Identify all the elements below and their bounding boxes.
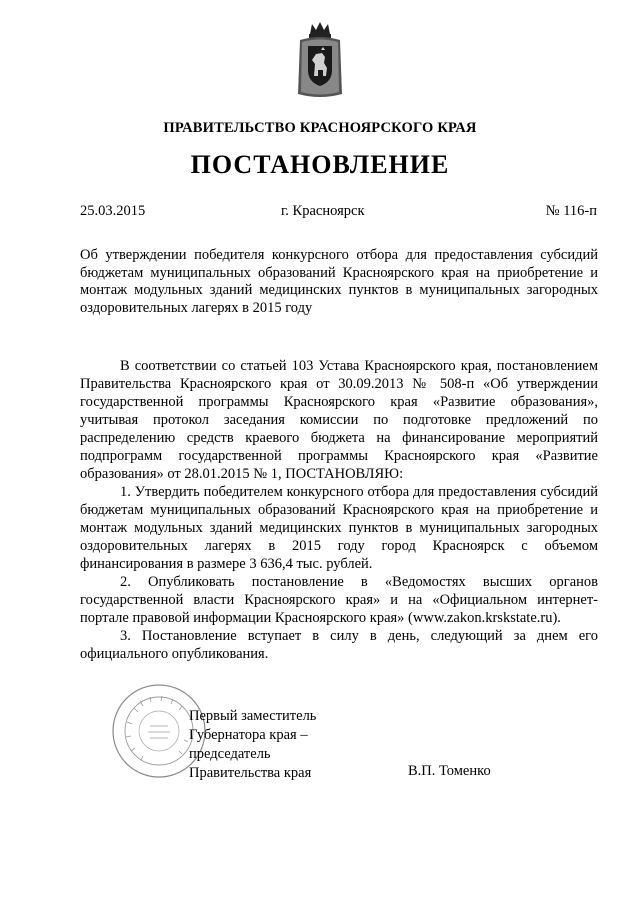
body-preamble: В соответствии со статьей 103 Устава Красноярского края, постановлением Правительства Красноярского края от 30.09.2013 № 508-п «Об утверждении государственной программы Красноярского края «Развитие образования», учитывая протокол заседания комиссии по подготовке предложений по распределению средств краевого бюджета на финансирование мероприятий подпрограмм государственной программы Красноярского края «Развитие образования» от 28.01.2015 № 1, ПОСТАНОВЛЯЮ:	[80, 358, 598, 482]
body-item-1: 1. Утвердить победителем конкурсного отбора для предоставления субсидий бюджетам муниципальных образований Красноярского края на приобретение и монтаж модульных зданий медицинских пунктов в муниципальных загородных оздоровительных лагерях в 2015 году город Красноярск с объемом финансирования в размере 3 636,4 тыс. рублей.	[80, 484, 598, 572]
signatory-title-line: Губернатора края –	[189, 727, 308, 743]
body-item-3: 3. Постановление вступает в силу в день, следующий за днем его официального опубликования.	[80, 628, 598, 662]
signatory-title-line: Правительства края	[189, 765, 312, 781]
document-subject: Об утверждении победителя конкурсного отбора для предоставления субсидий бюджетам муниципальных образований Красноярского края на приобретение и монтаж модульных зданий медицинских пунктов в муниципальных загородных оздоровительных лагерях в 2015 году	[80, 247, 598, 316]
document-number: № 116-п	[545, 203, 597, 219]
document-date: 25.03.2015	[80, 203, 146, 219]
body-item-2: 2. Опубликовать постановление в «Ведомостях высших органов государственной власти Красноярского края» и на «Официальном интернет-портале правовой информации Красноярского края» (www.zakon.krskstate.ru).	[80, 574, 598, 626]
document-body	[80, 357, 598, 663]
organization-name: ПРАВИТЕЛЬСТВО КРАСНОЯРСКОГО КРАЯ	[163, 120, 477, 136]
coat-of-arms-icon	[296, 20, 344, 100]
signatory-title-line: Первый заместитель	[189, 708, 317, 724]
signatory-title	[189, 707, 316, 783]
document-city: г. Красноярск	[281, 203, 365, 219]
signatory-name: В.П. Томенко	[408, 763, 491, 779]
document-type: ПОСТАНОВЛЕНИЕ	[190, 150, 450, 179]
signatory-title-line: председатель	[189, 746, 271, 762]
